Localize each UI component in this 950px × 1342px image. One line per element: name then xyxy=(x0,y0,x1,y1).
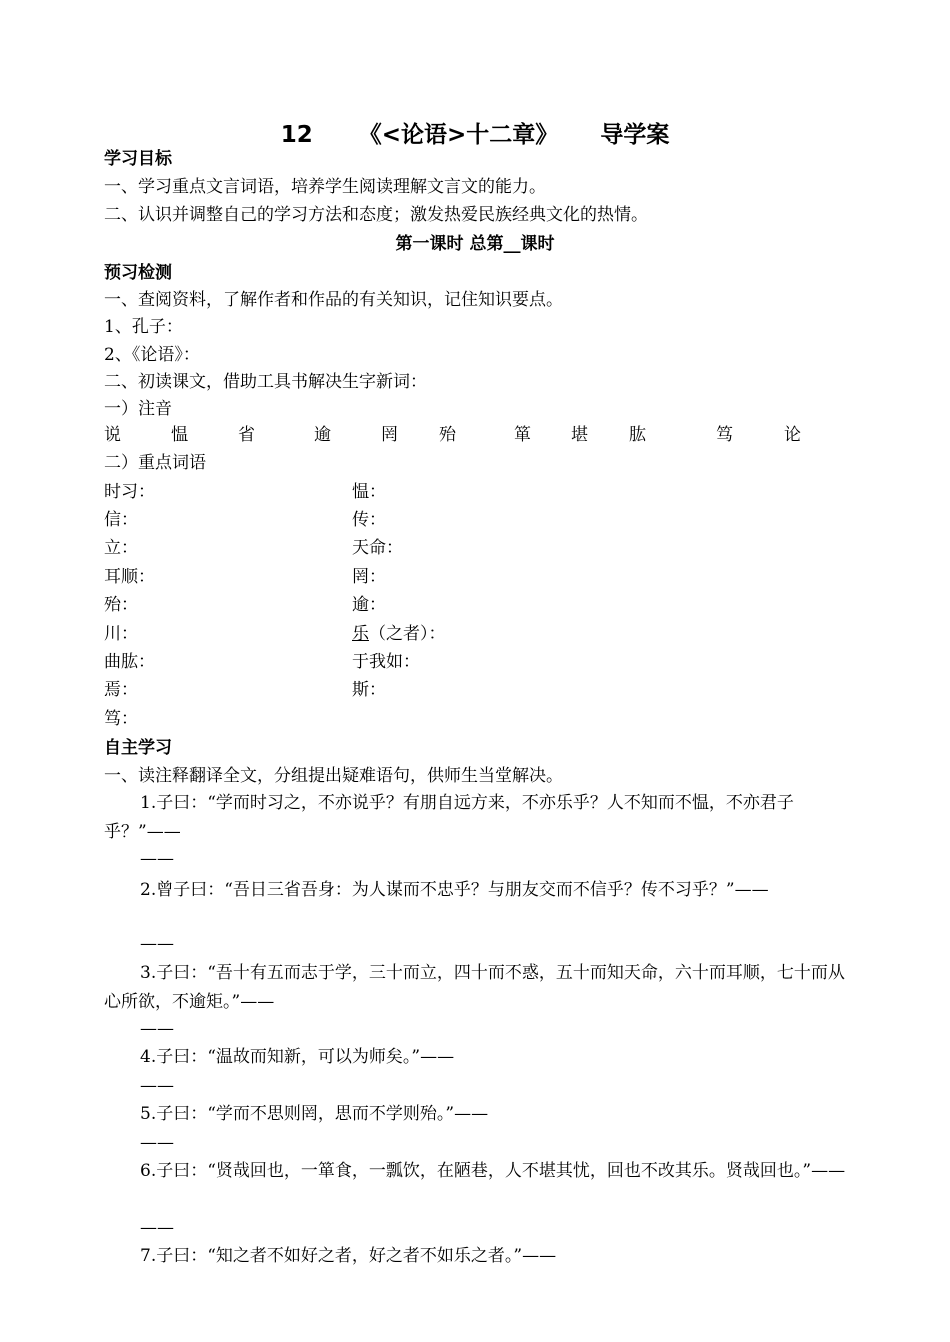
vocab-item: 焉： xyxy=(104,680,138,700)
vocab-item: 信： xyxy=(104,510,138,530)
goal-item: 二、认识并调整自己的学习方法和态度；激发热爱民族经典文化的热情。 xyxy=(104,205,648,225)
vocab-item: 于我如： xyxy=(352,652,420,672)
vocab-item: 时习： xyxy=(104,482,155,502)
vocab-item: 耳顺： xyxy=(104,567,155,587)
vocab-item: 曲肱： xyxy=(104,652,155,672)
self-study-intro: 一、读注释翻译全文，分组提出疑难语句，供师生当堂解决。 xyxy=(104,766,563,786)
pinyin-char: 愠 xyxy=(171,425,188,445)
pinyin-char: 堪 xyxy=(571,425,588,445)
preview-question-2: 二、初读课文，借助工具书解决生字新词： xyxy=(104,372,427,392)
passage-item: 1.子曰：“学而时习之，不亦说乎？有朋自远方来，不亦乐乎？人不知而不愠，不亦君子乎？”—— xyxy=(104,793,794,842)
pinyin-char: 箪 xyxy=(514,425,531,445)
goals-heading: 学习目标 xyxy=(104,149,172,169)
passage-item: 3.子曰：“吾十有五而志于学，三十而立，四十而不惑，五十而知天命，六十而耳顺，七十而从心所欲，不逾矩。”—— xyxy=(104,963,845,1012)
preview-question-1: 一、查阅资料，了解作者和作品的有关知识，记住知识要点。 xyxy=(104,290,563,310)
answer-dash: —— xyxy=(140,849,174,869)
pinyin-char: 笃 xyxy=(716,425,733,445)
vocab-item: 传： xyxy=(352,510,386,530)
self-study-heading: 自主学习 xyxy=(104,738,172,758)
preview-analects: 2、《论语》： xyxy=(104,345,200,365)
title-main: 《<论语>十二章》 xyxy=(358,122,559,148)
vocab-item: 罔： xyxy=(352,567,386,587)
vocab-le-rest: （之者）： xyxy=(369,624,446,644)
passage-item: 4.子曰：“温故而知新，可以为师矣。”—— xyxy=(140,1047,455,1067)
pinyin-heading: 一）注音 xyxy=(104,399,172,419)
vocab-item: 立： xyxy=(104,538,138,558)
lesson-heading: 第一课时 总第__课时 xyxy=(395,234,555,254)
vocab-item: 愠： xyxy=(352,482,386,502)
pinyin-char: 殆 xyxy=(439,425,456,445)
pinyin-char: 罔 xyxy=(381,425,398,445)
passage-item: 2.曾子曰：“吾日三省吾身：为人谋而不忠乎？与朋友交而不信乎？传不习乎？”—— xyxy=(140,880,769,900)
vocab-item-le xyxy=(352,623,446,645)
preview-confucius: 1、孔子： xyxy=(104,317,183,337)
passage-item: 5.子曰：“学而不思则罔，思而不学则殆。”—— xyxy=(140,1104,489,1124)
answer-dash: —— xyxy=(140,1076,174,1096)
vocab-item: 天命： xyxy=(352,538,403,558)
preview-heading: 预习检测 xyxy=(104,263,172,283)
pinyin-char: 论 xyxy=(784,425,801,445)
answer-dash: —— xyxy=(140,934,174,954)
passage-item: 7.子曰：“知之者不如好之者，好之者不如乐之者。”—— xyxy=(140,1246,557,1266)
pinyin-char: 省 xyxy=(238,425,255,445)
answer-dash: —— xyxy=(140,1133,174,1153)
vocab-item: 川： xyxy=(104,624,138,644)
pinyin-char: 逾 xyxy=(314,425,331,445)
answer-dash: —— xyxy=(140,1019,174,1039)
vocab-heading: 二）重点词语 xyxy=(104,453,206,473)
vocab-item: 殆： xyxy=(104,595,138,615)
title-suffix: 导学案 xyxy=(600,122,670,148)
vocab-le-char: 乐 xyxy=(352,624,369,644)
answer-dash: —— xyxy=(140,1218,174,1238)
vocab-item: 斯： xyxy=(352,680,386,700)
vocab-item: 笃： xyxy=(104,709,138,729)
pinyin-char: 肱 xyxy=(629,425,646,445)
vocab-item: 逾： xyxy=(352,595,386,615)
title-number: 12 xyxy=(280,122,313,148)
pinyin-char: 说 xyxy=(104,425,121,445)
goal-item: 一、学习重点文言词语，培养学生阅读理解文言文的能力。 xyxy=(104,177,546,197)
passage-item: 6.子曰：“贤哉回也，一箪食，一瓢饮，在陋巷，人不堪其忧，回也不改其乐。贤哉回也。”—— xyxy=(140,1161,846,1181)
page-title xyxy=(0,116,950,149)
